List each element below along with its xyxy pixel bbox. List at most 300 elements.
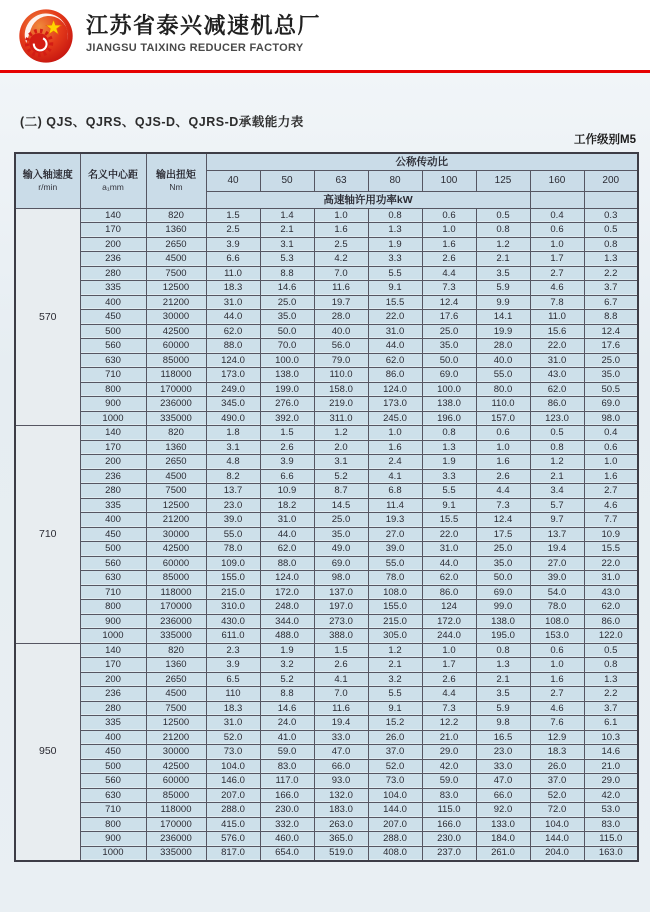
table-row	[15, 382, 638, 397]
power-value-cell: 4.4	[422, 266, 476, 281]
power-value-cell: 1.6	[368, 440, 422, 455]
power-value-cell: 39.0	[206, 513, 260, 528]
center-distance-cell: 1000	[80, 846, 146, 861]
power-value-cell: 62.0	[206, 324, 260, 339]
power-value-cell: 35.0	[422, 339, 476, 354]
power-value-cell: 31.0	[530, 353, 584, 368]
output-torque-cell: 118000	[146, 585, 206, 600]
power-value-cell: 47.0	[476, 774, 530, 789]
output-torque-cell: 12500	[146, 716, 206, 731]
power-value-cell: 27.0	[530, 556, 584, 571]
power-value-cell: 1.8	[206, 426, 260, 441]
power-value-cell: 204.0	[530, 846, 584, 861]
ratio-header-80: 80	[368, 170, 422, 191]
center-distance-cell: 200	[80, 455, 146, 470]
table-body	[15, 208, 638, 861]
power-value-cell: 4.4	[422, 687, 476, 702]
power-value-cell: 0.4	[530, 208, 584, 223]
company-name-cn: 江苏省泰兴减速机总厂	[86, 13, 322, 38]
power-value-cell: 72.0	[530, 803, 584, 818]
power-value-cell: 52.0	[206, 730, 260, 745]
power-value-cell: 7.7	[584, 513, 638, 528]
power-value-cell: 5.3	[260, 252, 314, 267]
center-distance-cell: 500	[80, 759, 146, 774]
table-row	[15, 397, 638, 412]
power-value-cell: 1.5	[260, 426, 314, 441]
power-value-cell: 59.0	[260, 745, 314, 760]
table-row	[15, 730, 638, 745]
center-distance-cell: 280	[80, 484, 146, 499]
power-value-cell: 31.0	[368, 324, 422, 339]
power-value-cell: 344.0	[260, 614, 314, 629]
power-value-cell: 132.0	[314, 788, 368, 803]
power-value-cell: 430.0	[206, 614, 260, 629]
table-row	[15, 339, 638, 354]
power-value-cell: 2.6	[422, 252, 476, 267]
power-value-cell: 23.0	[206, 498, 260, 513]
col-header-output-torque	[146, 153, 206, 208]
output-torque-cell: 4500	[146, 687, 206, 702]
power-value-cell: 78.0	[530, 600, 584, 615]
power-value-cell: 19.9	[476, 324, 530, 339]
center-distance-cell: 170	[80, 658, 146, 673]
center-distance-cell: 200	[80, 672, 146, 687]
table-row	[15, 745, 638, 760]
output-torque-cell: 42500	[146, 324, 206, 339]
output-torque-cell: 1360	[146, 658, 206, 673]
center-distance-cell: 140	[80, 643, 146, 658]
power-value-cell: 44.0	[422, 556, 476, 571]
power-value-cell: 9.1	[368, 701, 422, 716]
power-value-cell: 4.6	[530, 701, 584, 716]
output-torque-cell: 820	[146, 426, 206, 441]
power-value-cell: 1.0	[530, 658, 584, 673]
power-value-cell: 16.5	[476, 730, 530, 745]
power-value-cell: 415.0	[206, 817, 260, 832]
power-value-cell: 14.6	[260, 281, 314, 296]
power-value-cell: 1.6	[476, 455, 530, 470]
power-value-cell: 104.0	[368, 788, 422, 803]
power-value-cell: 207.0	[368, 817, 422, 832]
power-value-cell: 1.0	[584, 455, 638, 470]
power-value-cell: 69.0	[422, 368, 476, 383]
power-value-cell: 5.5	[368, 687, 422, 702]
power-value-cell: 14.5	[314, 498, 368, 513]
power-value-cell: 207.0	[206, 788, 260, 803]
output-torque-cell: 30000	[146, 745, 206, 760]
power-value-cell: 0.6	[476, 426, 530, 441]
power-value-cell: 1.7	[530, 252, 584, 267]
center-distance-cell: 710	[80, 585, 146, 600]
power-value-cell: 576.0	[206, 832, 260, 847]
power-value-cell: 155.0	[368, 600, 422, 615]
output-torque-label: 输出扭矩	[156, 169, 196, 181]
output-torque-cell: 820	[146, 643, 206, 658]
center-distance-cell: 280	[80, 701, 146, 716]
power-value-cell: 33.0	[476, 759, 530, 774]
power-value-cell: 29.0	[422, 745, 476, 760]
power-value-cell: 12.4	[584, 324, 638, 339]
company-name-en: JIANGSU TAIXING REDUCER FACTORY	[86, 41, 304, 54]
power-value-cell: 1.0	[530, 237, 584, 252]
center-distance-cell: 335	[80, 281, 146, 296]
input-speed-unit: r/min	[38, 181, 58, 192]
power-value-cell: 1.3	[368, 223, 422, 238]
power-value-cell: 115.0	[584, 832, 638, 847]
table-row	[15, 571, 638, 586]
power-value-cell: 1.2	[368, 643, 422, 658]
power-value-cell: 5.5	[422, 484, 476, 499]
power-value-cell: 1.4	[260, 208, 314, 223]
power-value-cell: 86.0	[368, 368, 422, 383]
power-value-cell: 50.5	[584, 382, 638, 397]
power-value-cell: 5.2	[260, 672, 314, 687]
power-value-cell: 44.0	[368, 339, 422, 354]
power-value-cell: 0.6	[584, 440, 638, 455]
table-row	[15, 266, 638, 281]
power-value-cell: 31.0	[584, 571, 638, 586]
table-head	[15, 153, 638, 208]
center-distance-cell: 236	[80, 252, 146, 267]
table-row	[15, 672, 638, 687]
center-distance-cell: 335	[80, 716, 146, 731]
power-value-cell: 15.5	[368, 295, 422, 310]
power-value-cell: 28.0	[476, 339, 530, 354]
factory-logo-icon	[17, 7, 75, 65]
power-value-cell: 8.8	[584, 310, 638, 325]
power-value-cell: 33.0	[314, 730, 368, 745]
table-row	[15, 252, 638, 267]
table-row	[15, 629, 638, 644]
power-value-cell: 19.4	[314, 716, 368, 731]
power-value-cell: 3.5	[476, 687, 530, 702]
input-speed-cell: 570	[15, 208, 80, 426]
power-value-cell: 1.9	[368, 237, 422, 252]
power-value-cell: 25.0	[314, 513, 368, 528]
output-torque-cell: 7500	[146, 701, 206, 716]
center-distance-cell: 1000	[80, 411, 146, 426]
power-value-cell: 124.0	[260, 571, 314, 586]
power-value-cell: 86.0	[584, 614, 638, 629]
power-value-cell: 69.0	[314, 556, 368, 571]
power-value-cell: 122.0	[584, 629, 638, 644]
power-value-cell: 19.4	[530, 542, 584, 557]
power-value-cell: 99.0	[476, 600, 530, 615]
power-value-cell: 2.7	[584, 484, 638, 499]
power-value-cell: 0.6	[422, 208, 476, 223]
table-row	[15, 223, 638, 238]
table-row	[15, 411, 638, 426]
ratio-header-50: 50	[260, 170, 314, 191]
output-torque-cell: 12500	[146, 498, 206, 513]
power-value-cell: 10.9	[584, 527, 638, 542]
power-value-cell: 2.1	[530, 469, 584, 484]
power-value-cell: 49.0	[314, 542, 368, 557]
power-value-cell: 230.0	[422, 832, 476, 847]
power-value-cell: 100.0	[260, 353, 314, 368]
power-value-cell: 17.5	[476, 527, 530, 542]
power-value-cell: 248.0	[260, 600, 314, 615]
center-distance-cell: 630	[80, 788, 146, 803]
power-value-cell: 163.0	[584, 846, 638, 861]
power-value-cell: 215.0	[368, 614, 422, 629]
power-value-cell: 184.0	[476, 832, 530, 847]
center-distance-cell: 900	[80, 614, 146, 629]
power-value-cell: 110	[206, 687, 260, 702]
power-value-cell: 408.0	[368, 846, 422, 861]
power-value-cell: 9.7	[530, 513, 584, 528]
power-value-cell: 13.7	[206, 484, 260, 499]
power-value-cell: 40.0	[314, 324, 368, 339]
output-torque-cell: 21200	[146, 295, 206, 310]
power-value-cell: 23.0	[476, 745, 530, 760]
input-speed-cell: 950	[15, 643, 80, 861]
table-row	[15, 208, 638, 223]
power-value-cell: 3.1	[260, 237, 314, 252]
ratio-header-125: 125	[476, 170, 530, 191]
table-row	[15, 324, 638, 339]
power-value-cell: 1.5	[206, 208, 260, 223]
power-value-cell: 110.0	[314, 368, 368, 383]
power-value-cell: 157.0	[476, 411, 530, 426]
power-label-header: 高速轴许用功率kW	[206, 191, 530, 208]
output-torque-cell: 236000	[146, 832, 206, 847]
power-value-cell: 10.3	[584, 730, 638, 745]
power-value-cell: 1.2	[476, 237, 530, 252]
power-value-cell: 15.6	[530, 324, 584, 339]
power-value-cell: 37.0	[368, 745, 422, 760]
power-value-cell: 3.5	[476, 266, 530, 281]
power-value-cell: 365.0	[314, 832, 368, 847]
power-value-cell: 35.0	[476, 556, 530, 571]
table-row	[15, 556, 638, 571]
center-distance-cell: 140	[80, 426, 146, 441]
power-value-cell: 86.0	[422, 585, 476, 600]
power-value-cell: 21.0	[584, 759, 638, 774]
table-row	[15, 237, 638, 252]
power-value-cell: 1.0	[314, 208, 368, 223]
power-value-cell: 138.0	[422, 397, 476, 412]
power-value-cell: 3.1	[314, 455, 368, 470]
table-row	[15, 600, 638, 615]
power-value-cell: 138.0	[476, 614, 530, 629]
power-value-cell: 490.0	[206, 411, 260, 426]
power-value-cell: 2.3	[206, 643, 260, 658]
header-row-1	[15, 153, 638, 170]
power-value-cell: 43.0	[530, 368, 584, 383]
table-row	[15, 817, 638, 832]
power-value-cell: 311.0	[314, 411, 368, 426]
power-value-cell: 155.0	[206, 571, 260, 586]
center-distance-cell: 280	[80, 266, 146, 281]
power-value-cell: 263.0	[314, 817, 368, 832]
power-value-cell: 37.0	[530, 774, 584, 789]
capacity-table	[14, 152, 639, 862]
power-value-cell: 4.2	[314, 252, 368, 267]
power-value-cell: 230.0	[260, 803, 314, 818]
power-value-cell: 0.6	[530, 643, 584, 658]
table-row	[15, 513, 638, 528]
power-value-cell: 2.5	[314, 237, 368, 252]
power-value-cell: 53.0	[584, 803, 638, 818]
power-value-cell: 31.0	[206, 716, 260, 731]
power-value-cell: 79.0	[314, 353, 368, 368]
power-value-cell: 78.0	[368, 571, 422, 586]
output-torque-cell: 4500	[146, 469, 206, 484]
power-value-cell: 6.6	[206, 252, 260, 267]
power-value-cell: 138.0	[260, 368, 314, 383]
table-row	[15, 295, 638, 310]
power-value-cell: 3.2	[368, 672, 422, 687]
power-value-cell: 11.6	[314, 281, 368, 296]
power-value-cell: 144.0	[368, 803, 422, 818]
power-value-cell: 11.0	[530, 310, 584, 325]
power-value-cell: 611.0	[206, 629, 260, 644]
power-value-cell: 0.6	[530, 223, 584, 238]
power-value-cell: 39.0	[368, 542, 422, 557]
power-value-cell: 183.0	[314, 803, 368, 818]
power-value-cell: 22.0	[584, 556, 638, 571]
power-value-cell: 39.0	[530, 571, 584, 586]
power-value-cell: 215.0	[206, 585, 260, 600]
power-value-cell: 2.2	[584, 687, 638, 702]
power-value-cell: 3.4	[530, 484, 584, 499]
power-value-cell: 55.0	[368, 556, 422, 571]
col-header-center-distance	[80, 153, 146, 208]
table-row	[15, 687, 638, 702]
power-value-cell: 0.5	[584, 223, 638, 238]
output-torque-cell: 1360	[146, 440, 206, 455]
power-value-cell: 172.0	[422, 614, 476, 629]
table-row	[15, 426, 638, 441]
power-value-cell: 144.0	[530, 832, 584, 847]
table-row	[15, 353, 638, 368]
power-value-cell: 2.5	[206, 223, 260, 238]
power-value-cell: 173.0	[368, 397, 422, 412]
center-distance-cell: 236	[80, 469, 146, 484]
table-row	[15, 484, 638, 499]
center-distance-cell: 800	[80, 817, 146, 832]
center-distance-cell: 335	[80, 498, 146, 513]
power-value-cell: 1.5	[314, 643, 368, 658]
center-distance-cell: 630	[80, 571, 146, 586]
power-value-cell: 11.0	[206, 266, 260, 281]
power-value-cell: 237.0	[422, 846, 476, 861]
power-value-cell: 7.3	[476, 498, 530, 513]
power-value-cell: 6.5	[206, 672, 260, 687]
power-value-cell: 2.1	[476, 672, 530, 687]
power-value-cell: 4.6	[530, 281, 584, 296]
table-row	[15, 774, 638, 789]
power-value-cell: 3.9	[260, 455, 314, 470]
power-value-cell: 69.0	[476, 585, 530, 600]
power-value-cell: 50.0	[260, 324, 314, 339]
power-value-cell: 4.1	[314, 672, 368, 687]
table-row	[15, 788, 638, 803]
ratio-header-100: 100	[422, 170, 476, 191]
power-value-cell: 40.0	[476, 353, 530, 368]
power-value-cell: 3.7	[584, 701, 638, 716]
power-value-cell: 109.0	[206, 556, 260, 571]
power-value-cell: 2.1	[368, 658, 422, 673]
power-value-cell: 276.0	[260, 397, 314, 412]
power-value-cell: 273.0	[314, 614, 368, 629]
power-value-cell: 50.0	[422, 353, 476, 368]
center-distance-cell: 140	[80, 208, 146, 223]
col-header-ratio-group: 公称传动比	[206, 153, 638, 170]
output-torque-cell: 21200	[146, 730, 206, 745]
power-value-cell: 4.1	[368, 469, 422, 484]
power-value-cell: 1.9	[422, 455, 476, 470]
output-torque-cell: 118000	[146, 368, 206, 383]
power-value-cell: 1.0	[422, 223, 476, 238]
output-torque-cell: 4500	[146, 252, 206, 267]
power-value-cell: 69.0	[584, 397, 638, 412]
power-value-cell: 460.0	[260, 832, 314, 847]
power-value-cell: 0.8	[368, 208, 422, 223]
center-distance-cell: 500	[80, 324, 146, 339]
power-value-cell: 1.6	[530, 672, 584, 687]
power-value-cell: 3.7	[584, 281, 638, 296]
power-value-cell: 5.5	[368, 266, 422, 281]
power-value-cell: 117.0	[260, 774, 314, 789]
power-value-cell: 345.0	[206, 397, 260, 412]
power-value-cell: 249.0	[206, 382, 260, 397]
power-value-cell: 124	[422, 600, 476, 615]
power-value-cell: 26.0	[368, 730, 422, 745]
power-value-cell: 0.5	[476, 208, 530, 223]
center-distance-cell: 400	[80, 513, 146, 528]
power-value-cell: 47.0	[314, 745, 368, 760]
power-value-cell: 26.0	[530, 759, 584, 774]
power-value-cell: 2.6	[314, 658, 368, 673]
power-value-cell: 12.4	[476, 513, 530, 528]
power-value-cell: 8.8	[260, 266, 314, 281]
power-value-cell: 35.0	[260, 310, 314, 325]
center-distance-cell: 450	[80, 527, 146, 542]
power-value-cell: 1.3	[422, 440, 476, 455]
power-value-cell: 2.7	[530, 266, 584, 281]
power-value-cell: 7.6	[530, 716, 584, 731]
power-value-cell: 2.1	[260, 223, 314, 238]
center-distance-cell: 560	[80, 339, 146, 354]
power-value-cell: 124.0	[368, 382, 422, 397]
output-torque-cell: 60000	[146, 774, 206, 789]
power-value-cell: 1.2	[314, 426, 368, 441]
output-torque-cell: 42500	[146, 759, 206, 774]
power-value-cell: 172.0	[260, 585, 314, 600]
power-value-cell: 41.0	[260, 730, 314, 745]
power-value-cell: 158.0	[314, 382, 368, 397]
power-header-empty-200	[584, 191, 638, 208]
power-value-cell: 11.6	[314, 701, 368, 716]
center-distance-cell: 800	[80, 600, 146, 615]
output-torque-cell: 21200	[146, 513, 206, 528]
power-value-cell: 2.4	[368, 455, 422, 470]
power-value-cell: 35.0	[584, 368, 638, 383]
center-distance-unit: a₁mm	[102, 181, 124, 192]
power-value-cell: 1.0	[422, 643, 476, 658]
power-value-cell: 0.5	[530, 426, 584, 441]
power-value-cell: 29.0	[584, 774, 638, 789]
center-distance-cell: 170	[80, 223, 146, 238]
power-value-cell: 153.0	[530, 629, 584, 644]
power-value-cell: 35.0	[314, 527, 368, 542]
center-distance-cell: 450	[80, 310, 146, 325]
center-distance-cell: 560	[80, 556, 146, 571]
center-distance-cell: 170	[80, 440, 146, 455]
power-value-cell: 31.0	[260, 513, 314, 528]
